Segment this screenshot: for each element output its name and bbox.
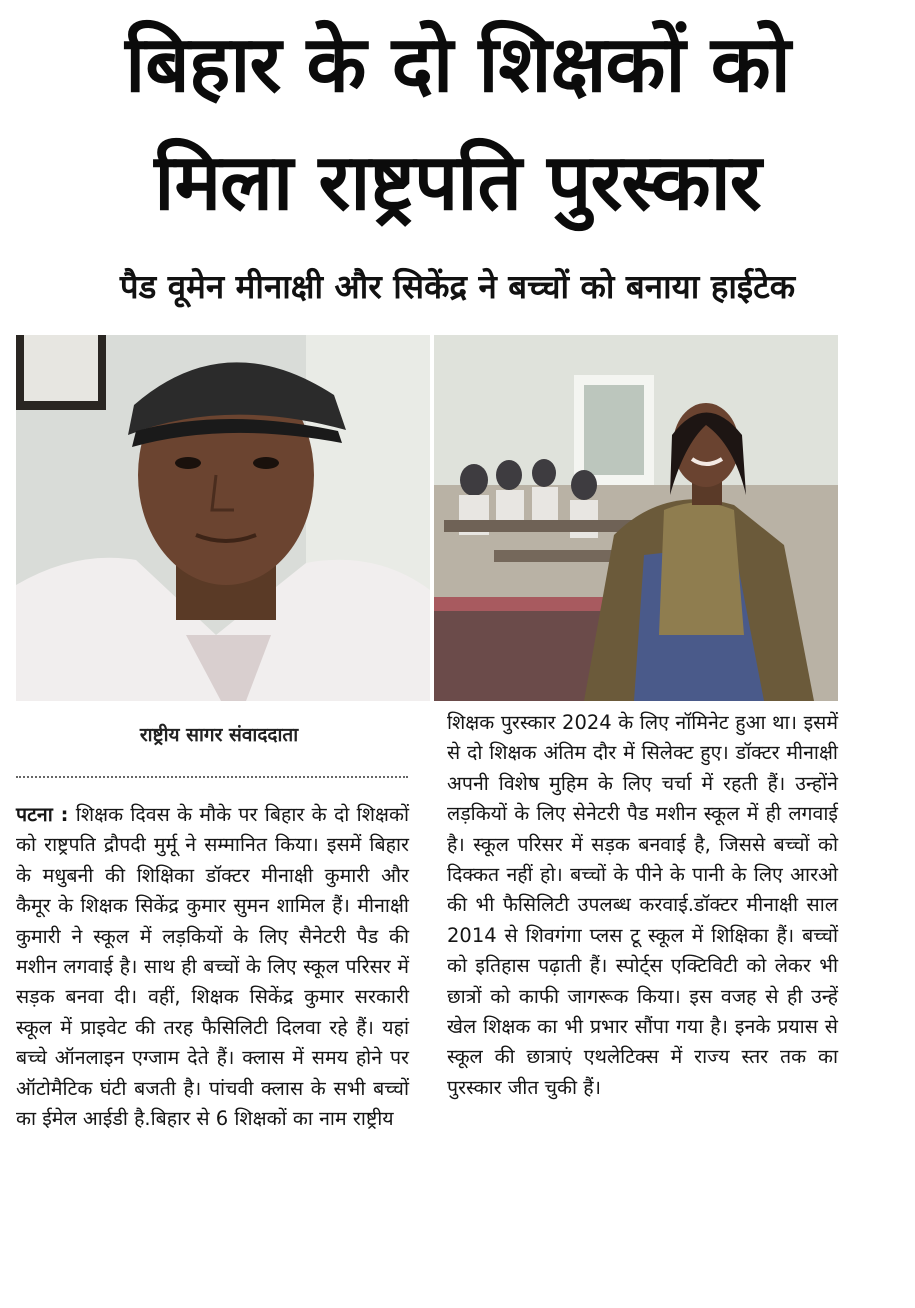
article-column-left bbox=[16, 800, 409, 1134]
subheadline: पैड वूमेन मीनाक्षी और सिकेंद्र ने बच्चों को बनाया हाईटेक bbox=[119, 267, 796, 306]
headline-line-2: मिला राष्ट्रपति पुरस्कार bbox=[154, 138, 761, 228]
byline: राष्ट्रीय सागर संवाददाता bbox=[139, 724, 299, 746]
article-text-left: शिक्षक दिवस के मौके पर बिहार के दो शिक्षकों को राष्ट्रपति द्रौपदी मुर्मू ने सम्मानित किया। इसमें बिहार के मधुबनी की शिक्षिका डॉक्टर मीनाक्षी कुमारी और कैमूर के शिक्षक सिकेंद्र कुमार सुमन शामिल हैं। मीनाक्षी कुमारी ने स्कूल में लड़कियों के लिए सैनेटरी पैड की मशीन लगवाई है। साथ ही बच्चों के लिए स्कूल परिसर में सड़क बनवा दी। वहीं, शिक्षक सिकेंद्र कुमार सरकारी स्कूल में प्राइवेट की तरह फैसिलिटी दिलवा रहे हैं। यहां बच्चे ऑनलाइन एग्जाम देते हैं। क्लास में समय होने पर ऑटोमैटिक घंटी बजती है। पांचवी क्लास के सभी बच्चों का ईमेल आईडी है.बिहार से 6 शिक्षकों का नाम राष्ट्रीय bbox=[16, 803, 409, 1131]
byline-divider bbox=[16, 776, 408, 778]
photo-female-teacher-classroom bbox=[434, 335, 838, 701]
headline bbox=[10, 6, 905, 242]
dateline: पटना : bbox=[16, 803, 69, 826]
photo-male-teacher bbox=[16, 335, 430, 701]
article-column-right: शिक्षक पुरस्कार 2024 के लिए नॉमिनेट हुआ था। इसमें से दो शिक्षक अंतिम दौर में सिलेक्ट हुए। डॉक्टर मीनाक्षी अपनी विशेष मुहिम के लिए चर्चा में रहती हैं। उन्होंने लड़कियों के लिए सेनेटरी पैड मशीन स्कूल में ही लगवाई है। स्कूल परिसर में सड़क बनवाई है, जिससे बच्चों को दिक्कत नहीं हो। बच्चों के पीने के पानी के लिए आरओ की भी फैसिलिटी उपलब्ध करवाई.डॉक्टर मीनाक्षी साल 2014 से शिवगंगा प्लस टू स्कूल में शिक्षिका हैं। बच्चों को इतिहास पढ़ाती हैं। स्पोर्ट्स एक्टिविटी को लेकर भी छात्रों को काफी जागरूक किया। इस वजह से ही उन्हें खेल शिक्षक का भी प्रभार सौंपा गया है। इनके प्रयास से स्कूल की छात्राएं एथलेटिक्स में राज्य स्तर तक का पुरस्कार जीत चुकी हैं। bbox=[447, 711, 838, 1099]
headline-line-1: बिहार के दो शिक्षकों को bbox=[125, 20, 790, 110]
